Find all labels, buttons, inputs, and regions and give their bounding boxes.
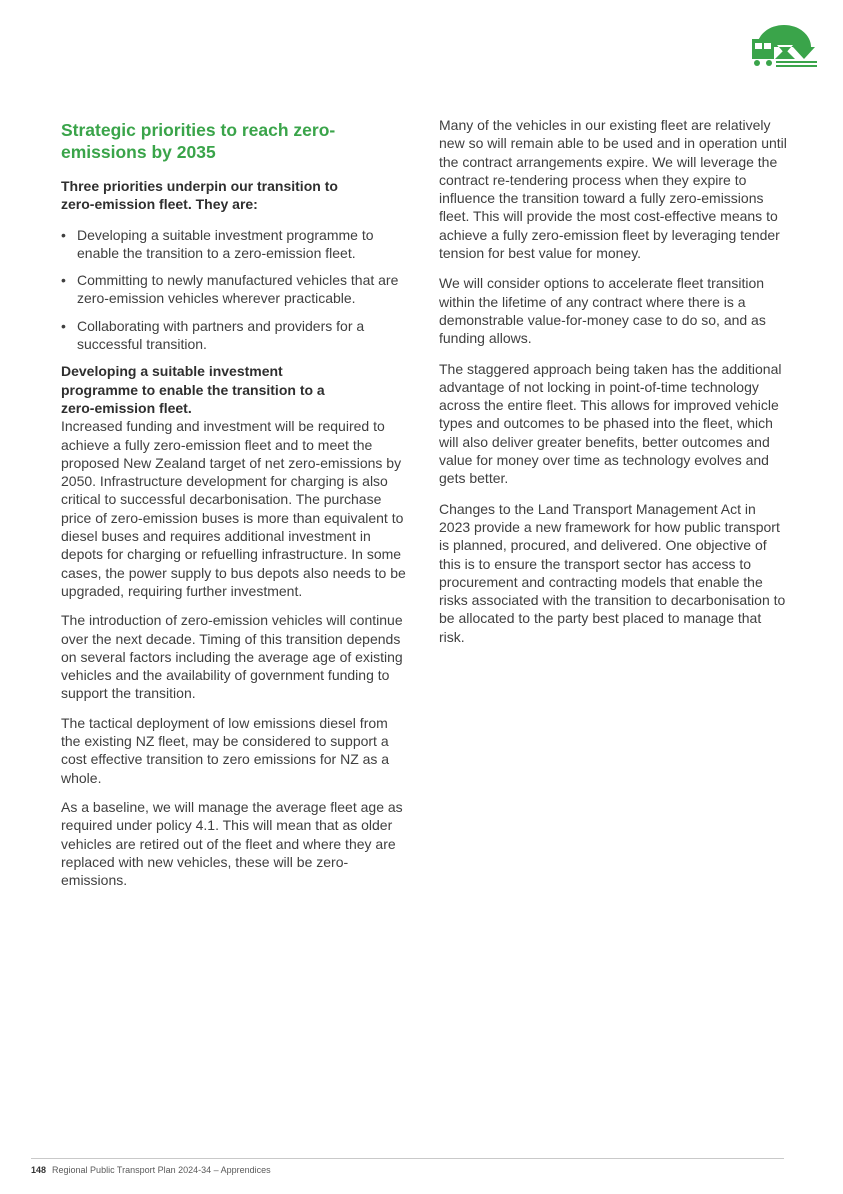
- left-column: [61, 116, 411, 900]
- right-column: [439, 116, 789, 658]
- body-paragraph: Many of the vehicles in our existing fleet are relatively new so will remain able to be used and in operation until the contract arrangements expire. We will leverage the contract re-tendering process when they expire to influence the transition toward a fully zero-emissions fleet. This will provide the most cost-effective means to achieve a fully zero-emission fleet by leveraging tender tension for best value for money.: [439, 117, 787, 262]
- list-item: [61, 317, 411, 354]
- bullet-icon: •: [61, 226, 66, 243]
- intro-text: Three priorities underpin our transition to zero-emission fleet. They are:: [61, 178, 338, 213]
- list-item: [61, 226, 411, 263]
- bullet-icon: •: [61, 272, 66, 289]
- body-paragraph: The tactical deployment of low emissions diesel from the existing NZ fleet, may be considered to support a cost effective transition to zero emissions for NZ as a whole.: [61, 714, 390, 786]
- list-item-text: Collaborating with partners and providers for a successful transition.: [77, 317, 365, 353]
- body-paragraph: We will consider options to accelerate fleet transition within the lifetime of any contract where there is a demonstrable value-for-money case to do so, and as funding allows.: [439, 275, 766, 347]
- bus-and-ferry-logo-icon: [749, 25, 819, 69]
- list-item-text: Committing to newly manufactured vehicles that are zero-emission vehicles wherever practicable.: [77, 272, 399, 307]
- body-paragraph: As a baseline, we will manage the average fleet age as required under policy 4.1. This will mean that as older vehicles are retired out of the fleet and where they are replaced with new vehicles, these will be zero-emissions.: [61, 798, 403, 889]
- list-item: [61, 271, 411, 308]
- list-item-text: Developing a suitable investment programme to enable the transition to a zero-emission fleet.: [77, 226, 374, 261]
- body-paragraph: Changes to the Land Transport Management Act in 2023 provide a new framework for how public transport is planned, procured, and delivered. One objective of this is to ensure the transport sector has access to procurement and contracting models that enable the risks associated with the transition to decarbonisation to be allocated to the party best placed to manage that risk.: [439, 500, 786, 645]
- page-number: 148: [31, 1165, 47, 1175]
- section-heading: Strategic priorities to reach zero-emissions by 2035: [61, 120, 336, 162]
- footer-divider: [31, 1158, 784, 1159]
- priorities-list: [61, 226, 411, 354]
- document-title: Regional Public Transport Plan 2024-34 – Apprendices: [52, 1165, 271, 1175]
- subsection-heading: Developing a suitable investment programme to enable the transition to a zero-emission fleet.: [61, 363, 325, 416]
- page-footer: [31, 1165, 271, 1176]
- body-paragraph: The staggered approach being taken has the additional advantage of not locking in point-of-time technology across the entire fleet. This allows for improved vehicle types and outcomes to be phased into the fleet, which will also deliver greater benefits, better outcomes and value for money over time as technology evolves and gets better.: [439, 360, 782, 487]
- body-paragraph: Increased funding and investment will be required to achieve a fully zero-emission fleet and to meet the proposed New Zealand target of net zero-emissions by 2050. Infrastructure development for charging is also critical to successful decarbonisation. The purchase price of zero-emission buses is more than equivalent to diesel buses and requires additional investment in depots for charging or refuelling infrastructure. In some cases, the power supply to bus depots also needs to be upgraded, requiring further investment.: [61, 418, 406, 599]
- bullet-icon: •: [61, 317, 66, 334]
- body-paragraph: The introduction of zero-emission vehicles will continue over the next decade. Timing of this transition depends on several factors including the average age of existing vehicles and the availability of government funding to support the transition.: [61, 612, 403, 702]
